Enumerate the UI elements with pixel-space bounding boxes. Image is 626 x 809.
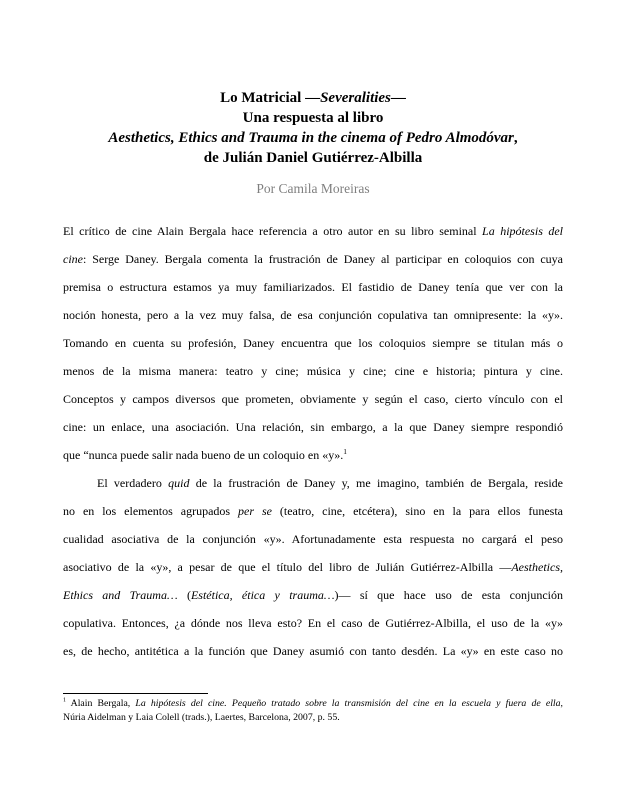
text-segment: — [390,90,406,106]
text-segment: La hipótesis del [482,224,563,238]
text-line [63,497,563,525]
text-segment: cualidad asociativa de la conjunción «y». Afortunadamente esta respuesta no cargará el peso [63,532,563,546]
text-segment: , [513,130,518,146]
paragraph [63,469,563,665]
text-segment: El verdadero [97,476,169,490]
text-line [63,301,563,329]
text-line [63,385,563,413]
text-segment: copulativa. Entonces, ¿a dónde nos lleva esto? En el caso de Gutiérrez-Albilla, el uso de la «y» [63,616,563,630]
text-line [63,413,563,441]
text-segment: , [560,698,563,709]
text-line [63,581,563,609]
text-line [63,128,563,148]
text-segment: : Serge Daney. Bergala comenta la frustración de Daney al participar en coloquios con cuya [83,252,563,266]
text-segment: Estética, ética y trauma… [190,588,335,602]
text-segment: asociativo de la «y», a pesar de que el título del libro de Julián Gutiérrez-Albilla — [63,560,512,574]
text-segment: no en los elementos agrupados [63,504,239,518]
text-line [63,637,563,665]
text-segment: Aesthetics, [511,560,563,574]
text-segment: El crítico de cine Alain Bergala hace referencia a otro autor en su libro seminal [63,224,483,238]
text-segment: cine: un enlace, una asociación. Una relación, sin embargo, a la que Daney siempre respondió [63,420,563,434]
text-line [63,245,563,273]
text-segment: Núria Aidelman y Laia Colell (trads.), Laertes, Barcelona, 2007, p. 55. [63,711,340,723]
text-segment: Aesthetics, Ethics and Trauma in the cinema of Pedro Almodóvar [108,130,514,146]
document-body [63,217,563,665]
text-segment: menos de la misma manera: teatro y cine; música y cine; cine e historia; pintura y cine. [63,364,563,378]
text-line [63,711,563,725]
text-segment: La hipótesis del cine. Pequeño tratado sobre la transmisión del cine en la escuela y fuera de ella [135,698,561,709]
text-line [63,553,563,581]
text-line [63,217,563,245]
text-segment: quid [168,476,190,490]
text-segment: cine [63,252,83,266]
footnote-separator [63,693,208,694]
byline: Por Camila Moreiras [256,181,370,196]
text-segment: Conceptos y campos diversos que prometen, obviamente y según el caso, cierto vínculo con el [63,392,563,406]
text-line [63,357,563,385]
text-segment: ( [177,588,191,602]
text-segment: de la frustración de Daney y, me imagino, también de Bergala, reside [189,476,564,490]
text-segment: de Julián Daniel Gutiérrez-Albilla [203,150,423,166]
text-segment: premisa o estructura estamos ya muy familiarizados. El fastidio de Daney tenía que ver con la [63,280,563,294]
text-line [63,697,563,711]
text-segment: per se [238,504,272,518]
text-line [63,273,563,301]
text-segment: noción honesta, pero a la vez muy falsa, de esa conjunción copulativa tan omnipresente: la «y». [63,308,563,322]
text-line [63,525,563,553]
footnote [63,697,563,724]
footnote-marker: 1 [343,447,347,456]
text-line [63,148,563,168]
text-segment: Lo Matricial — [220,90,321,106]
footnote-marker: 1 [63,697,67,704]
text-line [63,609,563,637]
text-segment: Tomando en cuenta su profesión, Daney encuentra que los coloquios siempre se titulan más o [63,336,563,350]
text-line [63,329,563,357]
text-segment: )— sí que hace uso de esta conjunción [334,588,563,602]
text-line [63,469,563,497]
paragraph [63,217,563,469]
document-title [63,88,563,168]
text-segment: que “nunca puede salir nada bueno de un coloquio en «y». [63,448,344,462]
text-line [63,441,563,469]
text-segment: es, de hecho, antitética a la función que Daney asumió con tanto desdén. La «y» en este caso no [63,644,563,658]
text-segment: Severalities [320,90,391,106]
text-line [63,88,563,108]
text-segment: (teatro, cine, etcétera), sino en la para ellos funesta [271,504,563,518]
text-line [63,108,563,128]
text-segment: Una respuesta al libro [242,110,384,126]
text-segment: Ethics and Trauma… [63,588,178,602]
text-segment: Alain Bergala, [66,698,136,709]
